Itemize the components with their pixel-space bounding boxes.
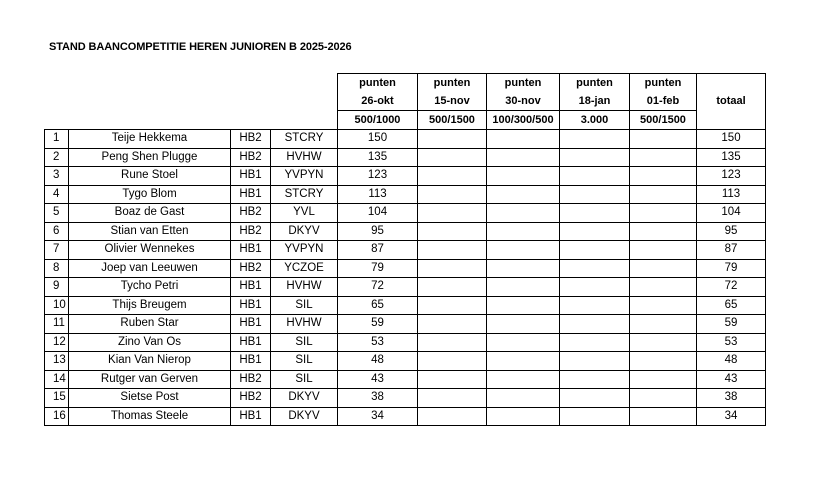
- category-cell: HB2: [231, 370, 271, 389]
- rank-cell: 15: [45, 389, 69, 408]
- name-cell: Thomas Steele: [69, 407, 231, 426]
- round4-points-cell: [560, 148, 630, 167]
- round4-points-cell: [560, 222, 630, 241]
- table-row: [45, 333, 766, 352]
- total-cell: 95: [697, 222, 766, 241]
- table-row: [45, 352, 766, 371]
- category-cell: HB2: [231, 259, 271, 278]
- rank-cell: 9: [45, 278, 69, 297]
- round1-points-cell: 87: [338, 241, 418, 260]
- rank-cell: 14: [45, 370, 69, 389]
- round1-points-cell: 38: [338, 389, 418, 408]
- round1-points-cell: 150: [338, 130, 418, 149]
- header-distances-4: 3.000: [560, 111, 630, 130]
- round3-points-cell: [487, 296, 560, 315]
- round3-points-cell: [487, 241, 560, 260]
- category-cell: HB1: [231, 167, 271, 186]
- round3-points-cell: [487, 407, 560, 426]
- table-row: [45, 370, 766, 389]
- round5-points-cell: [630, 204, 697, 223]
- table-row: [45, 259, 766, 278]
- round4-points-cell: [560, 204, 630, 223]
- table-row: [45, 296, 766, 315]
- round2-points-cell: [418, 278, 487, 297]
- header-date-4: 18-jan: [560, 92, 630, 111]
- name-cell: Teije Hekkema: [69, 130, 231, 149]
- table-row: [45, 389, 766, 408]
- name-cell: Tycho Petri: [69, 278, 231, 297]
- round4-points-cell: [560, 370, 630, 389]
- club-cell: STCRY: [271, 130, 338, 149]
- table-row: [45, 241, 766, 260]
- total-cell: 104: [697, 204, 766, 223]
- category-cell: HB2: [231, 204, 271, 223]
- header-totaal: totaal: [697, 92, 766, 111]
- round5-points-cell: [630, 130, 697, 149]
- header-punten-3: punten: [487, 74, 560, 93]
- header-punten-1: punten: [338, 74, 418, 93]
- round5-points-cell: [630, 278, 697, 297]
- round3-points-cell: [487, 148, 560, 167]
- header-row-distances: [45, 111, 766, 130]
- round4-points-cell: [560, 296, 630, 315]
- total-cell: 113: [697, 185, 766, 204]
- rank-cell: 10: [45, 296, 69, 315]
- total-cell: 38: [697, 389, 766, 408]
- header-distances-3: 100/300/500: [487, 111, 560, 130]
- round2-points-cell: [418, 333, 487, 352]
- rank-cell: 7: [45, 241, 69, 260]
- header-punten-5: punten: [630, 74, 697, 93]
- name-cell: Thijs Breugem: [69, 296, 231, 315]
- round3-points-cell: [487, 167, 560, 186]
- header-punten-4: punten: [560, 74, 630, 93]
- club-cell: SIL: [271, 370, 338, 389]
- rank-cell: 3: [45, 167, 69, 186]
- header-punten-2: punten: [418, 74, 487, 93]
- name-cell: Sietse Post: [69, 389, 231, 408]
- category-cell: HB2: [231, 148, 271, 167]
- name-cell: Boaz de Gast: [69, 204, 231, 223]
- header-distances-5: 500/1500: [630, 111, 697, 130]
- header-date-3: 30-nov: [487, 92, 560, 111]
- round2-points-cell: [418, 130, 487, 149]
- header-date-5: 01-feb: [630, 92, 697, 111]
- round5-points-cell: [630, 315, 697, 334]
- rank-cell: 8: [45, 259, 69, 278]
- round1-points-cell: 34: [338, 407, 418, 426]
- round1-points-cell: 65: [338, 296, 418, 315]
- header-date-1: 26-okt: [338, 92, 418, 111]
- table-row: [45, 148, 766, 167]
- name-cell: Ruben Star: [69, 315, 231, 334]
- category-cell: HB1: [231, 185, 271, 204]
- rank-cell: 1: [45, 130, 69, 149]
- round5-points-cell: [630, 333, 697, 352]
- club-cell: DKYV: [271, 222, 338, 241]
- category-cell: HB2: [231, 222, 271, 241]
- total-cell: 48: [697, 352, 766, 371]
- round2-points-cell: [418, 204, 487, 223]
- round1-points-cell: 43: [338, 370, 418, 389]
- round1-points-cell: 59: [338, 315, 418, 334]
- total-cell: 72: [697, 278, 766, 297]
- total-cell: 43: [697, 370, 766, 389]
- round5-points-cell: [630, 167, 697, 186]
- round3-points-cell: [487, 259, 560, 278]
- total-cell: 65: [697, 296, 766, 315]
- club-cell: HVHW: [271, 315, 338, 334]
- round5-points-cell: [630, 407, 697, 426]
- category-cell: HB1: [231, 352, 271, 371]
- category-cell: HB1: [231, 315, 271, 334]
- total-cell: 150: [697, 130, 766, 149]
- name-cell: Rutger van Gerven: [69, 370, 231, 389]
- round4-points-cell: [560, 278, 630, 297]
- table-row: [45, 167, 766, 186]
- round1-points-cell: 135: [338, 148, 418, 167]
- club-cell: HVHW: [271, 148, 338, 167]
- name-cell: Kian Van Nierop: [69, 352, 231, 371]
- table-row: [45, 185, 766, 204]
- round1-points-cell: 113: [338, 185, 418, 204]
- header-distances-1: 500/1000: [338, 111, 418, 130]
- round2-points-cell: [418, 259, 487, 278]
- round4-points-cell: [560, 130, 630, 149]
- round1-points-cell: 48: [338, 352, 418, 371]
- round4-points-cell: [560, 315, 630, 334]
- name-cell: Peng Shen Plugge: [69, 148, 231, 167]
- round2-points-cell: [418, 370, 487, 389]
- rank-cell: 13: [45, 352, 69, 371]
- rank-cell: 12: [45, 333, 69, 352]
- name-cell: Olivier Wennekes: [69, 241, 231, 260]
- page-title: STAND BAANCOMPETITIE HEREN JUNIOREN B 2025-2026: [49, 41, 352, 53]
- total-cell: 34: [697, 407, 766, 426]
- round3-points-cell: [487, 278, 560, 297]
- round5-points-cell: [630, 185, 697, 204]
- club-cell: DKYV: [271, 407, 338, 426]
- table-row: [45, 204, 766, 223]
- round4-points-cell: [560, 407, 630, 426]
- round1-points-cell: 72: [338, 278, 418, 297]
- round3-points-cell: [487, 389, 560, 408]
- round2-points-cell: [418, 296, 487, 315]
- round3-points-cell: [487, 185, 560, 204]
- round5-points-cell: [630, 352, 697, 371]
- header-distances-2: 500/1500: [418, 111, 487, 130]
- total-cell: 79: [697, 259, 766, 278]
- club-cell: SIL: [271, 333, 338, 352]
- header-row-punten: [45, 74, 766, 93]
- category-cell: HB2: [231, 130, 271, 149]
- round3-points-cell: [487, 370, 560, 389]
- table-row: [45, 130, 766, 149]
- total-cell: 87: [697, 241, 766, 260]
- rank-cell: 16: [45, 407, 69, 426]
- name-cell: Stian van Etten: [69, 222, 231, 241]
- name-cell: Tygo Blom: [69, 185, 231, 204]
- round2-points-cell: [418, 241, 487, 260]
- round2-points-cell: [418, 389, 487, 408]
- total-cell: 59: [697, 315, 766, 334]
- club-cell: DKYV: [271, 389, 338, 408]
- round5-points-cell: [630, 296, 697, 315]
- header-row-dates: [45, 92, 766, 111]
- category-cell: HB1: [231, 241, 271, 260]
- round4-points-cell: [560, 389, 630, 408]
- club-cell: YVPYN: [271, 167, 338, 186]
- club-cell: YVPYN: [271, 241, 338, 260]
- round3-points-cell: [487, 222, 560, 241]
- rank-cell: 4: [45, 185, 69, 204]
- name-cell: Joep van Leeuwen: [69, 259, 231, 278]
- rank-cell: 2: [45, 148, 69, 167]
- round4-points-cell: [560, 259, 630, 278]
- round5-points-cell: [630, 222, 697, 241]
- table-row: [45, 315, 766, 334]
- round4-points-cell: [560, 185, 630, 204]
- club-cell: YVL: [271, 204, 338, 223]
- category-cell: HB1: [231, 278, 271, 297]
- round2-points-cell: [418, 407, 487, 426]
- round3-points-cell: [487, 130, 560, 149]
- round5-points-cell: [630, 370, 697, 389]
- name-cell: Rune Stoel: [69, 167, 231, 186]
- club-cell: YCZOE: [271, 259, 338, 278]
- round1-points-cell: 123: [338, 167, 418, 186]
- round1-points-cell: 79: [338, 259, 418, 278]
- total-cell: 135: [697, 148, 766, 167]
- round3-points-cell: [487, 315, 560, 334]
- category-cell: HB2: [231, 389, 271, 408]
- club-cell: STCRY: [271, 185, 338, 204]
- round5-points-cell: [630, 241, 697, 260]
- round1-points-cell: 53: [338, 333, 418, 352]
- round2-points-cell: [418, 352, 487, 371]
- round5-points-cell: [630, 148, 697, 167]
- round4-points-cell: [560, 333, 630, 352]
- round2-points-cell: [418, 167, 487, 186]
- rank-cell: 6: [45, 222, 69, 241]
- round3-points-cell: [487, 333, 560, 352]
- standings-table: [44, 73, 766, 426]
- rank-cell: 5: [45, 204, 69, 223]
- table-row: [45, 222, 766, 241]
- standings-rows: [45, 130, 766, 426]
- name-cell: Zino Van Os: [69, 333, 231, 352]
- round1-points-cell: 104: [338, 204, 418, 223]
- round4-points-cell: [560, 241, 630, 260]
- header-date-2: 15-nov: [418, 92, 487, 111]
- category-cell: HB1: [231, 333, 271, 352]
- club-cell: SIL: [271, 296, 338, 315]
- club-cell: SIL: [271, 352, 338, 371]
- category-cell: HB1: [231, 407, 271, 426]
- round2-points-cell: [418, 185, 487, 204]
- total-cell: 53: [697, 333, 766, 352]
- category-cell: HB1: [231, 296, 271, 315]
- round2-points-cell: [418, 148, 487, 167]
- round1-points-cell: 95: [338, 222, 418, 241]
- round2-points-cell: [418, 222, 487, 241]
- round5-points-cell: [630, 259, 697, 278]
- round4-points-cell: [560, 167, 630, 186]
- round5-points-cell: [630, 389, 697, 408]
- rank-cell: 11: [45, 315, 69, 334]
- table-row: [45, 407, 766, 426]
- club-cell: HVHW: [271, 278, 338, 297]
- round3-points-cell: [487, 204, 560, 223]
- round2-points-cell: [418, 315, 487, 334]
- table-row: [45, 278, 766, 297]
- round3-points-cell: [487, 352, 560, 371]
- round4-points-cell: [560, 352, 630, 371]
- total-cell: 123: [697, 167, 766, 186]
